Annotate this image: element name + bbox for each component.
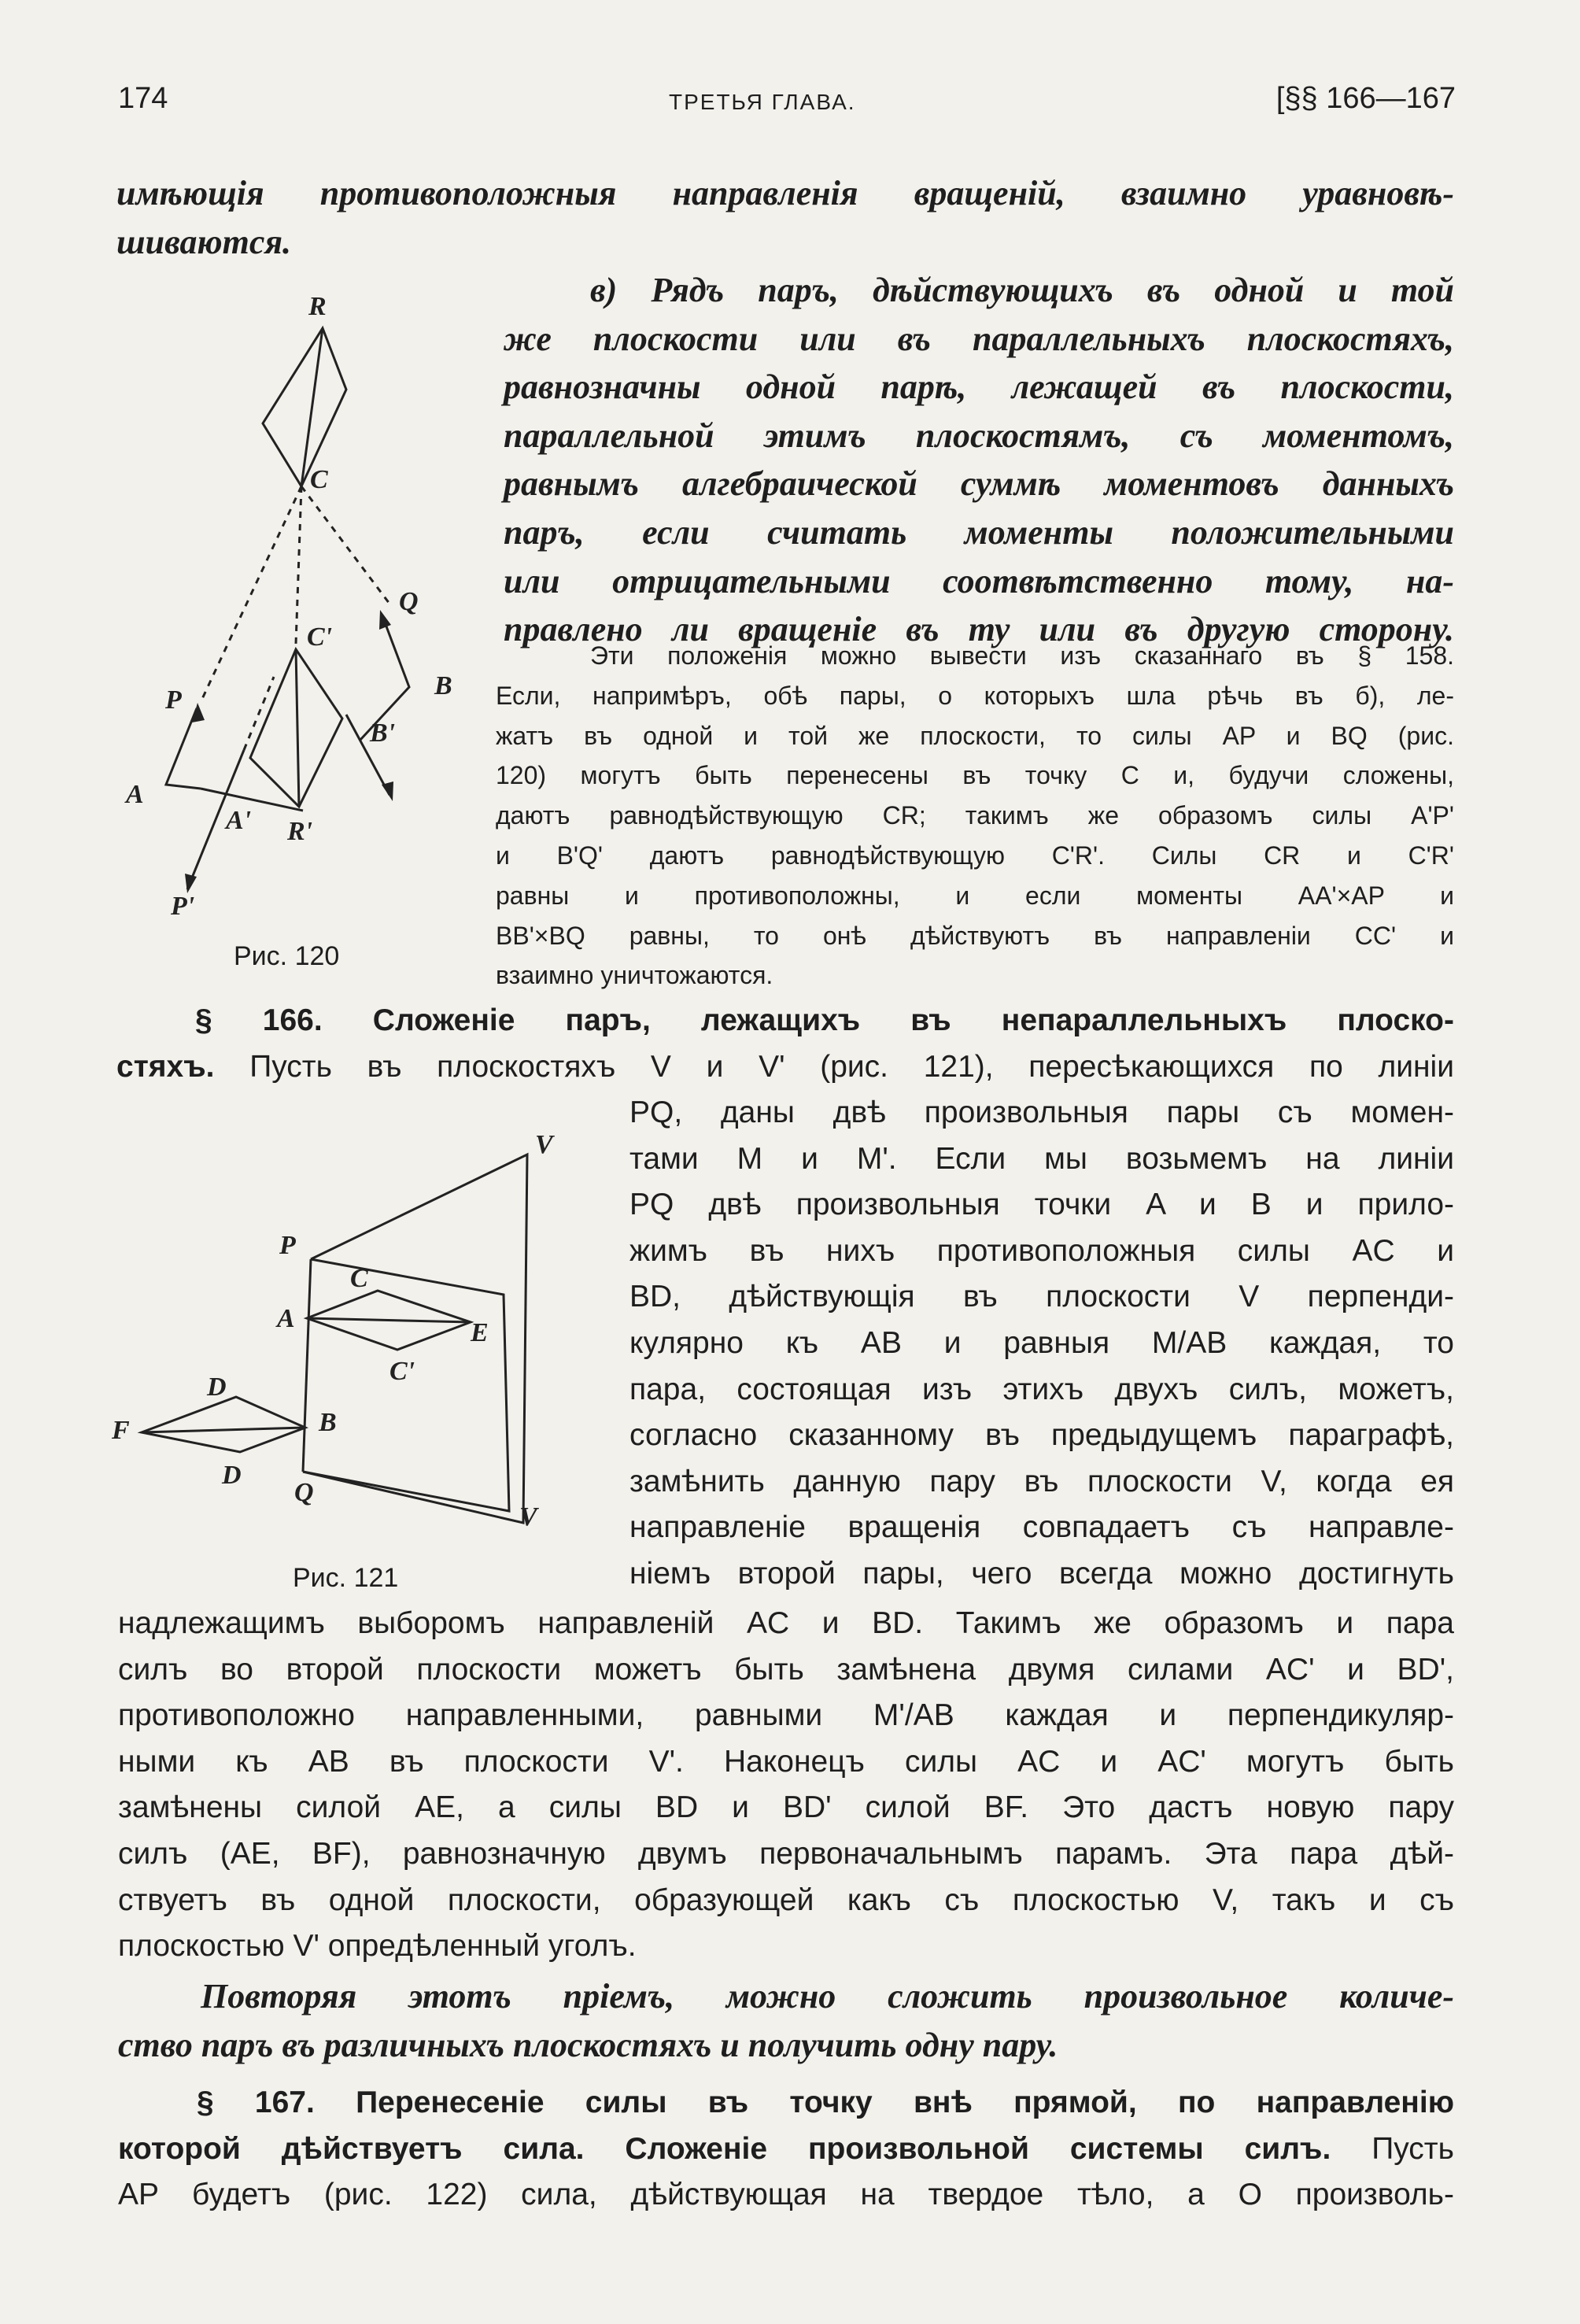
sec166-full-text <box>118 1601 1454 1970</box>
fig121-label-C: C <box>350 1264 368 1293</box>
fig121-label-A: A <box>277 1304 295 1333</box>
text-line: PQ, даны двѣ произвольныя пары съ момен- <box>629 1095 1454 1129</box>
section-range: [§§ 166—167 <box>1275 82 1456 115</box>
fig120-label-B: B <box>434 671 452 700</box>
text-line: 120) могутъ быть перенесены въ точку C и, будучи сложены, <box>496 761 1454 790</box>
sec166-first-line: Пусть въ плоскостяхъ V и V' (рис. 121), пересѣкающихся по линіи <box>249 1049 1455 1084</box>
fig120-label-B1: B' <box>370 719 396 748</box>
text-line: Эти положенія можно вывести изъ сказаннаго въ § 158. <box>590 641 1454 670</box>
sec166-number: § 166. <box>195 1003 323 1037</box>
opening-paragraph <box>116 169 1454 266</box>
sec167-title-b: которой дѣйствуетъ сила. Сложеніе произвольной системы силъ. <box>118 2131 1331 2166</box>
text-line: в) Рядъ паръ, дѣйствующихъ въ одной и той <box>590 271 1454 309</box>
text-line: равнозначны одной парѣ, лежащей въ плоскости, <box>504 368 1454 407</box>
sec167-number: § 167. <box>197 2086 315 2119</box>
text-line: надлежащимъ выборомъ направленій AC и BD. Такимъ же образомъ и пара <box>118 1606 1454 1640</box>
text-line: равны и противоположны, и если моменты AA'×AP и <box>496 881 1454 910</box>
fig121-label-F: F <box>112 1416 130 1445</box>
text-line: взаимно уничтожаются. <box>496 961 773 990</box>
fig120-label-A1: A' <box>226 806 252 835</box>
fig121-label-D2: D <box>222 1461 242 1490</box>
text-line: жатъ въ одной и той же плоскости, то силы AP и BQ (рис. <box>496 721 1454 750</box>
text-line: ніемъ второй пары, чего всегда можно достигнуть <box>629 1556 1454 1591</box>
fig121-label-V2: V <box>519 1502 537 1531</box>
fig121-label-C1: C' <box>389 1357 415 1386</box>
fig120-label-P1: P' <box>171 892 195 921</box>
text-line: же плоскости или въ параллельныхъ плоскостяхъ, <box>504 319 1454 358</box>
figure-120 <box>110 291 488 944</box>
fig120-caption: Рис. 120 <box>234 941 340 971</box>
sec167-heading <box>118 2080 1454 2219</box>
text-line: паръ, если считать моменты положительными <box>504 512 1454 552</box>
text-line: замѣнить данную пару въ плоскости V, когда ея <box>629 1464 1454 1498</box>
text-line: имѣющія противоположныя направленія вращеній, взаимно уравновѣ- <box>116 174 1454 212</box>
sec167-last-line: AP будетъ (рис. 122) сила, дѣйствующая на твердое тѣло, а O произволь- <box>118 2178 1454 2212</box>
text-line: кулярно къ AB и равныя M/AB каждая, то <box>629 1325 1454 1360</box>
running-header <box>118 82 1456 129</box>
fig121-label-Q: Q <box>294 1478 314 1507</box>
text-line: ство паръ въ различныхъ плоскостяхъ и получить одну пару. <box>118 2025 1058 2064</box>
text-line: правлено ли вращеніе въ ту или въ другую сторону. <box>504 610 1454 649</box>
text-line: плоскостью V' опредѣленный уголъ. <box>118 1929 637 1964</box>
fig120-label-Q: Q <box>399 587 419 616</box>
figure-121 <box>94 1125 598 1598</box>
sec166-title-a: Сложеніе паръ, лежащихъ въ непараллельныхъ плоско- <box>372 1003 1454 1037</box>
text-line: согласно сказанному въ предыдущемъ параграфѣ, <box>629 1418 1454 1453</box>
fig121-caption: Рис. 121 <box>293 1563 399 1593</box>
sec167-title-b-rest: Пусть <box>1371 2131 1454 2166</box>
text-line: силъ во второй плоскости можетъ быть замѣнена двумя силами AC' и BD', <box>118 1652 1454 1687</box>
fig120-label-C1: C' <box>307 623 333 652</box>
fig121-label-D: D <box>207 1373 227 1402</box>
fig120-label-R: R <box>308 292 327 321</box>
text-line: противоположно направленными, равными M'/AB каждая и перпендикуляр- <box>118 1698 1454 1733</box>
text-line: жимъ въ нихъ противоположныя силы AC и <box>629 1233 1454 1268</box>
plane-back <box>303 1155 527 1523</box>
text-line: равнымъ алгебраической суммѣ моментовъ данныхъ <box>504 464 1454 504</box>
sec166-heading <box>116 998 1454 1090</box>
text-line: шиваются. <box>116 222 292 261</box>
fig120-label-C: C <box>310 465 328 494</box>
text-line: ствуетъ въ одной плоскости, образующей какъ съ плоскостью V, такъ и съ <box>118 1882 1454 1917</box>
fig120-label-R1: R' <box>287 817 313 846</box>
text-line: параллельной этимъ плоскостямъ, съ моментомъ, <box>504 416 1454 455</box>
text-line: даютъ равнодѣйствующую CR; такимъ же образомъ силы A'P' <box>496 801 1454 830</box>
fig121-label-V: V <box>535 1130 553 1159</box>
sec166-title-b: стяхъ. <box>116 1049 215 1084</box>
text-line: Повторяя этотъ пріемъ, можно сложить произвольное количе- <box>201 1977 1454 2015</box>
text-line: тами M и M'. Если мы возьмемъ на линіи <box>629 1141 1454 1176</box>
page-number: 174 <box>118 82 168 115</box>
text-line: PQ двѣ произвольныя точки A и B и прило- <box>629 1188 1454 1222</box>
text-line: BB'×BQ равны, то онѣ дѣйствуютъ въ направленіи CC' и <box>496 921 1454 950</box>
rule-v-paragraph <box>504 266 1454 654</box>
text-line: направленіе вращенія совпадаетъ съ направле- <box>629 1510 1454 1545</box>
text-line: и B'Q' даютъ равнодѣйствующую C'R'. Силы CR и C'R' <box>496 841 1454 870</box>
fig121-label-P: P <box>279 1231 296 1260</box>
text-line: ными къ AB въ плоскости V'. Наконецъ силы AC и AC' могутъ быть <box>118 1744 1454 1779</box>
text-line: BD, дѣйствующія въ плоскости V перпенди- <box>629 1280 1454 1314</box>
text-line: или отрицательными соотвѣтственно тому, на- <box>504 561 1454 600</box>
fig120-label-P: P <box>165 685 182 715</box>
text-line: замѣнены силой AE, а силы BD и BD' силой BF. Это дастъ новую пару <box>118 1790 1454 1825</box>
sec166-rule <box>118 1972 1454 2069</box>
sec167-title-a: Перенесеніе силы въ точку внѣ прямой, по направленію <box>356 2086 1454 2119</box>
fig120-label-A: A <box>126 780 144 809</box>
text-line: Если, напримѣръ, обѣ пары, о которыхъ шла рѣчь въ б), ле- <box>496 681 1454 710</box>
text-line: пара, состоящая изъ этихъ двухъ силъ, можетъ, <box>629 1372 1454 1406</box>
sec166-wrapped-text <box>629 1090 1454 1598</box>
fig121-label-B: B <box>319 1408 337 1437</box>
small-paragraph <box>496 636 1454 996</box>
running-title: ТРЕТЬЯ ГЛАВА. <box>669 90 856 114</box>
text-line: силъ (AE, BF), равнозначную двумъ первоначальнымъ парамъ. Эта пара дѣй- <box>118 1836 1454 1871</box>
fig121-label-E: E <box>471 1318 489 1347</box>
